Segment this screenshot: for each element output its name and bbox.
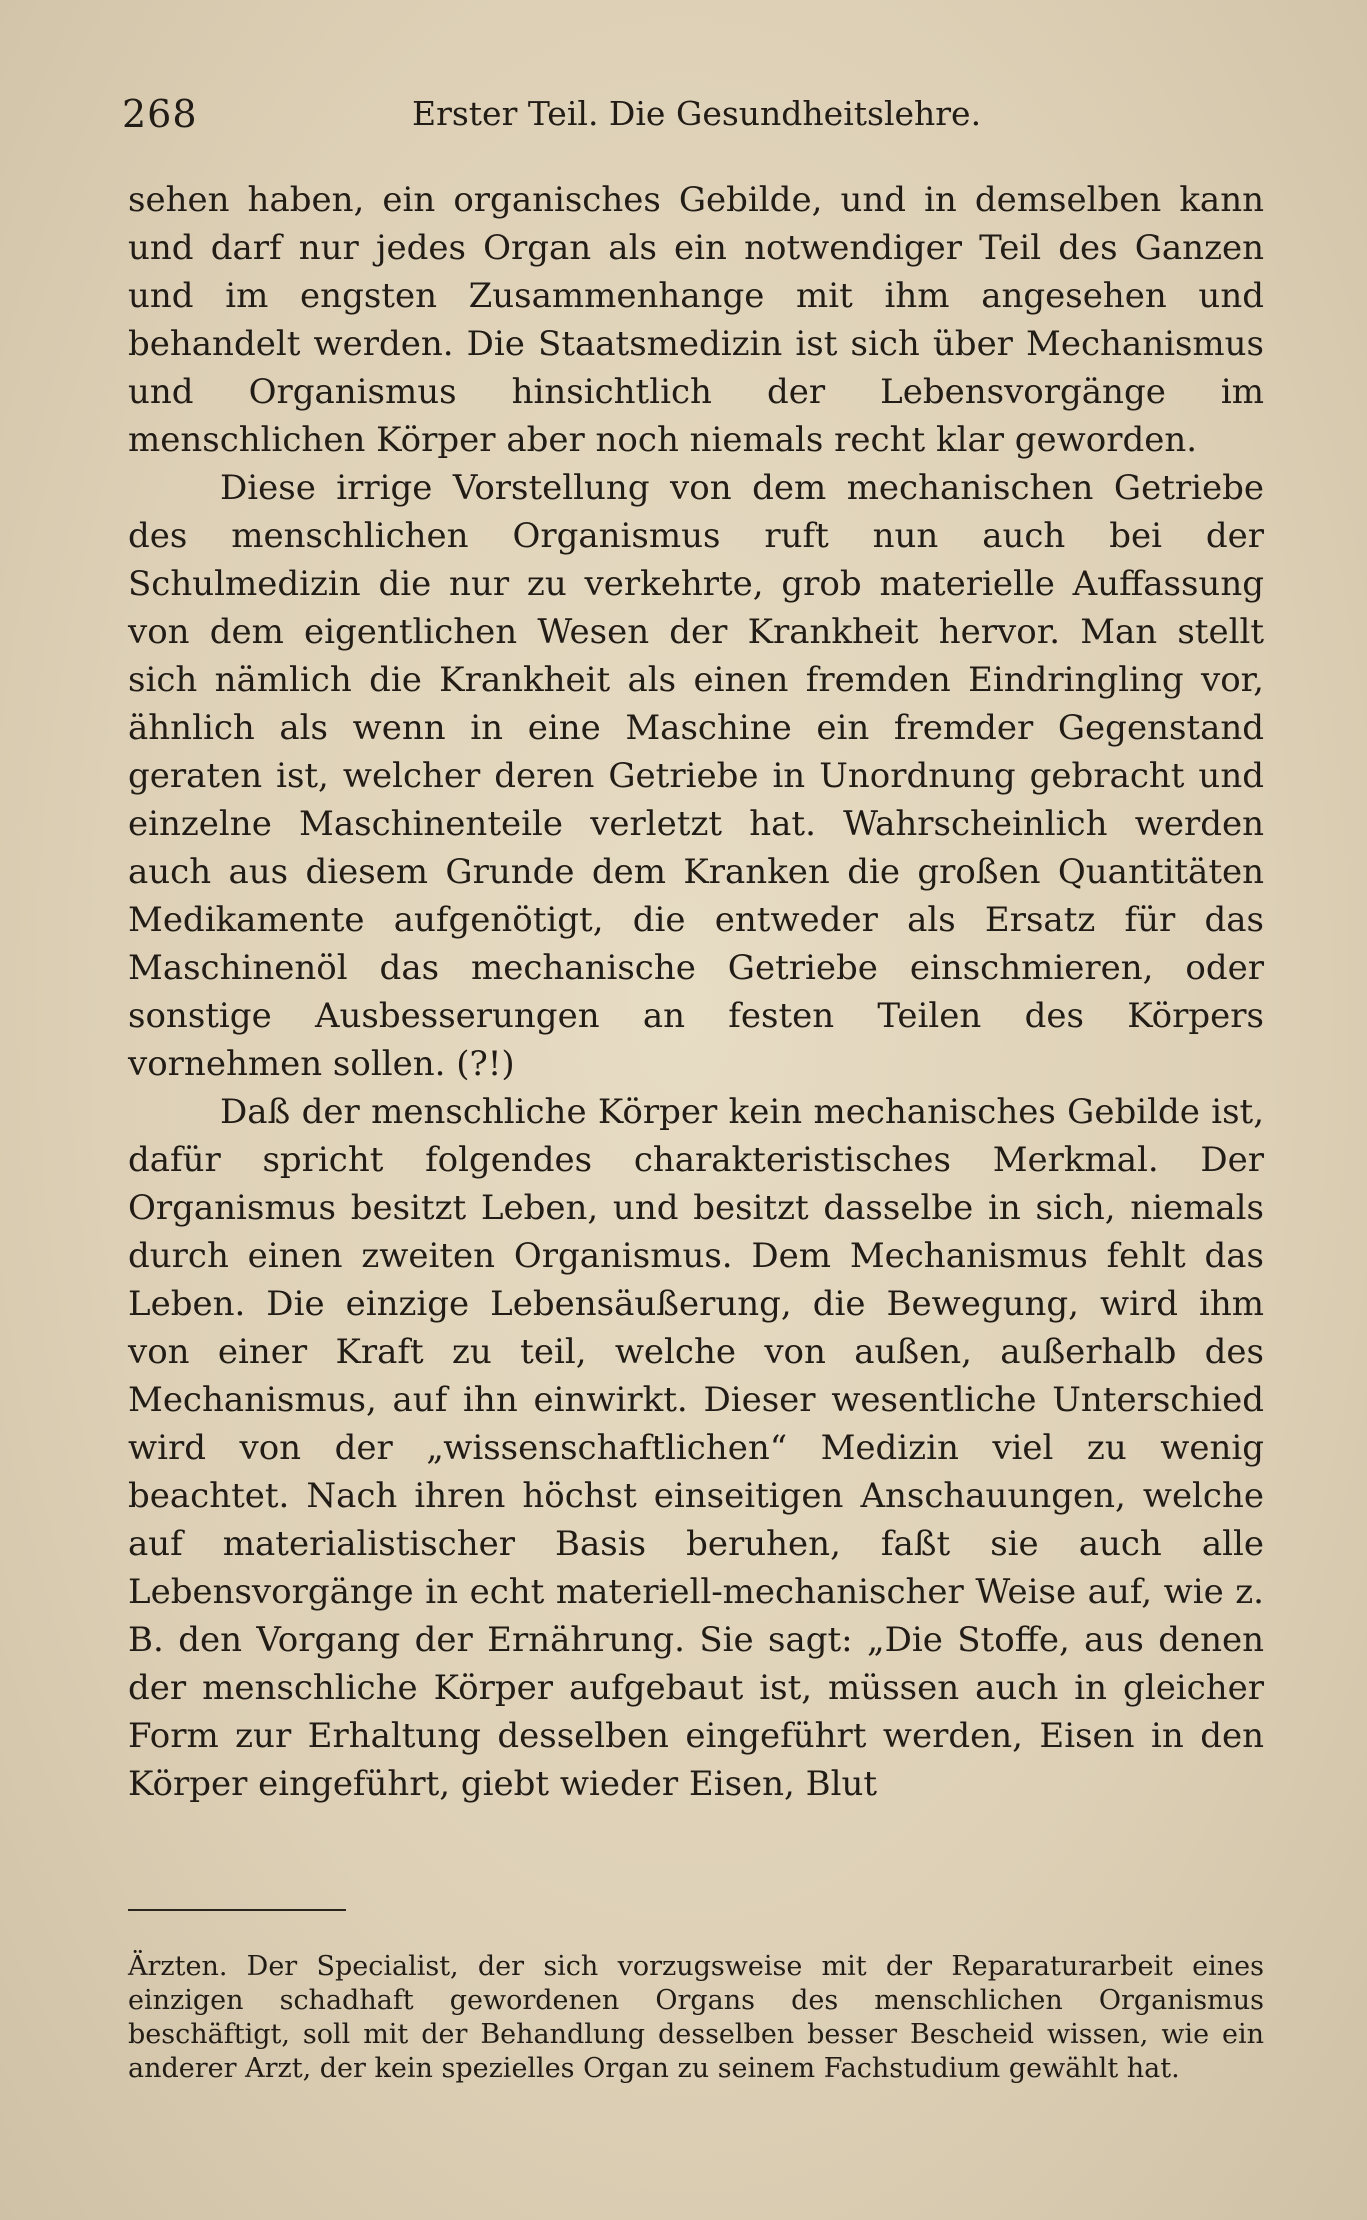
running-head: Erster Teil. Die Gesundheitslehre. [412,94,982,133]
footnote-separator [128,1909,346,1911]
paragraph-2: Diese irrige Vorstellung von dem mechanischen Getriebe des menschlichen Organismus ruft nun auch bei der Schulmedizin die nur zu verkehrte, grob materielle Auffassung von dem eigentlichen Wesen der Krankheit hervor. Man stellt sich nämlich die Krankheit als einen fremden Eindringling vor, ähnlich als wenn in eine Maschine ein fremder Gegenstand geraten ist, welcher deren Getriebe in Unordnung gebracht und einzelne Maschinenteile verletzt hat. Wahrscheinlich werden auch aus diesem Grunde dem Kranken die großen Quantitäten Medikamente aufgenötigt, die entweder als Ersatz für das Maschinenöl das mechanische Getriebe einschmieren, oder sonstige Ausbesserungen an festen Teilen des Körpers vornehmen sollen. (?!) [128,468,1264,1084]
body-text [128,176,1264,1808]
footnote: Ärzten. Der Specialist, der sich vorzugsweise mit der Reparaturarbeit eines einzigen schadhaft gewordenen Organs des menschlichen Organismus beschäftigt, soll mit der Behandlung desselben besser Bescheid wissen, wie ein anderer Arzt, der kein spezielles Organ zu seinem Fachstudium gewählt hat. [128,1951,1264,2084]
paragraph-1: sehen haben, ein organisches Gebilde, und in demselben kann und darf nur jedes Organ als ein notwendiger Teil des Ganzen und im engsten Zusammenhange mit ihm angesehen und behandelt werden. Die Staatsmedizin ist sich über Mechanismus und Organismus hinsichtlich der Lebensvorgänge im menschlichen Körper aber noch niemals recht klar geworden. [128,180,1264,460]
page-number: 268 [122,92,198,136]
paragraph-3: Daß der menschliche Körper kein mechanisches Gebilde ist, dafür spricht folgendes charakteristisches Merkmal. Der Organismus besitzt Leben, und besitzt dasselbe in sich, niemals durch einen zweiten Organismus. Dem Mechanismus fehlt das Leben. Die einzige Lebensäußerung, die Bewegung, wird ihm von einer Kraft zu teil, welche von außen, außerhalb des Mechanismus, auf ihn einwirkt. Dieser wesentliche Unterschied wird von der „wissenschaftlichen“ Medizin viel zu wenig beachtet. Nach ihren höchst einseitigen Anschauungen, welche auf materialistischer Basis beruhen, faßt sie auch alle Lebensvorgänge in echt materiell-mechanischer Weise auf, wie z. B. den Vorgang der Ernährung. Sie sagt: „Die Stoffe, aus denen der menschliche Körper aufgebaut ist, müssen auch in gleicher Form zur Erhaltung desselben eingeführt werden, Eisen in den Körper eingeführt, giebt wieder Eisen, Blut [128,1092,1264,1804]
page-header [122,92,1262,142]
